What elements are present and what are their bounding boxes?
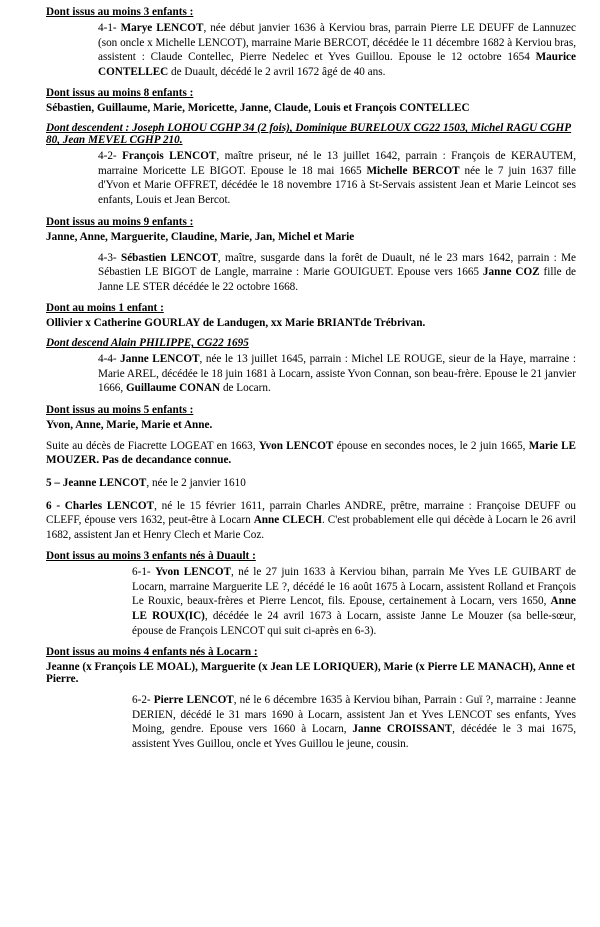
- entry-text: , décédée le 3 mai 1675, assistent Yves Guillou, oncle et Yves Guillou le jeune, cousin.: [132, 723, 576, 750]
- section-heading: Dont issus au moins 5 enfants :: [46, 403, 194, 416]
- person-name: Sébastien LENCOT: [120, 251, 218, 264]
- entry-text: , maître priseur, né le 13 juillet 1642, parrain : François de KERAUTEM, marraine Moricette LE BIGOT. Epouse le 18 mai 1665: [98, 150, 576, 177]
- person-name: François LENCOT: [122, 150, 217, 163]
- genealogy-entry: [132, 565, 576, 638]
- entry-text: 6-1-: [132, 566, 156, 579]
- section-heading: Dont issus au moins 8 enfants :: [46, 87, 194, 100]
- person-name: Pierre LENCOT: [153, 694, 234, 707]
- descendants-note: Dont descendent : Joseph LOHOU CGHP 34 (2 fois), Dominique BURELOUX CG22 1503, Michel RAGU CGHP 80, Jean MEVEL CGHP 210.: [46, 122, 572, 147]
- genealogy-entry: [98, 352, 576, 396]
- entry-text: , né le 6 décembre 1635 à Kerviou bihan, Parrain : Guï ?, marraine : Jeanne DERIEN, décédé le 31 mars 1690 à Locarn, assistent Jan et Yves LENCOT ses enfants, Yves Moing, gendre. Epouse vers 1660 à Locarn,: [132, 694, 576, 736]
- children-name-list: Yvon, Anne, Marie, Marie et Anne.: [46, 418, 213, 431]
- entry-text: , décédée le 24 avril 1673 à Locarn, assiste Janne Le Mouzer (sa belle-sœur, épouse de François LENCOT qui suit ci-après en 6-3).: [132, 609, 576, 637]
- entry-text: 6-2-: [132, 694, 154, 707]
- entry-text: 4-1-: [98, 22, 121, 34]
- entry-text: , née début janvier 1636 à Kerviou bras, parrain Pierre LE DEUFF de Lannuzec (son oncle x Michelle LENCOT), marraine Marie BERCOT, décédée le 11 décembre 1682 à Kerviou bras, assistent : Claude Contellec, Pierre Nedelec et Yves Guillou. Epouse le 12 octobre 1654: [98, 22, 576, 64]
- person-name: 6 - Charles LENCOT: [46, 499, 155, 512]
- children-name-list: Ollivier x Catherine GOURLAY de Landugen, xx Marie BRIANTde Trébrivan.: [46, 317, 426, 330]
- person-name: Yvon LENCOT: [258, 439, 334, 452]
- person-name: Anne LE ROUX(IC): [132, 595, 576, 622]
- genealogy-entry: [46, 499, 576, 543]
- entry-text: Suite au décès de Fiacrette LOGEAT en 1663,: [46, 439, 259, 452]
- person-name: Marye LENCOT: [120, 22, 204, 34]
- person-name: Anne CLECH: [253, 514, 322, 527]
- entry-text: . C'est probablement elle qui décède à Locarn le 26 avril 1682, assistent Jan et Henry Clech et Marie Coz.: [46, 514, 576, 541]
- entry-text: 4-2-: [98, 150, 123, 163]
- descendants-note: Dont descend Alain PHILIPPE, CG22 1695: [46, 337, 249, 350]
- person-name: Yvon LENCOT: [155, 566, 232, 579]
- genealogy-entry: [46, 439, 576, 468]
- person-name: Janne COZ: [482, 266, 540, 279]
- entry-text: de Locarn.: [220, 382, 271, 395]
- entry-text: , née le 13 juillet 1645, parrain : Michel LE ROUGE, sieur de la Haye, marraine : Marie AREL, décédée le 18 juin 1681 à Locarn, assiste Yvon Connan, son beau-frère. Epouse le 21 janvier 1666,: [98, 353, 576, 395]
- section-heading: Dont issus au moins 9 enfants :: [46, 215, 194, 228]
- person-name: Maurice CONTELLEC: [98, 51, 576, 78]
- entry-text: de Duault, décédé le 2 avril 1672 âgé de 40 ans.: [168, 65, 386, 78]
- section-heading: Dont issus au moins 3 enfants :: [46, 6, 194, 18]
- entry-text: fille de Janne LE STER décédée le 22 octobre 1668.: [98, 266, 576, 293]
- entry-text: née le 7 juin 1637 fille d'Yvon et Marie OFFRET, décédée le 18 novembre 1716 à St-Servais assistent Jean et Marie Leincot ses enfants, Louis et Jean Bercot.: [98, 164, 576, 206]
- genealogy-entry: [46, 476, 576, 491]
- children-name-list: Jeanne (x François LE MOAL), Marguerite (x Jean LE LORIQUER), Marie (x Pierre LE MANACH), Anne et Pierre.: [46, 661, 575, 686]
- entry-text: 4-4-: [98, 353, 121, 366]
- person-name: Michelle BERCOT: [366, 164, 460, 177]
- section-heading: Dont issus au moins 4 enfants nés à Locarn :: [46, 646, 258, 659]
- genealogy-entry: [98, 251, 576, 295]
- section-heading: Dont issus au moins 3 enfants nés à Duault :: [46, 550, 256, 563]
- entry-text: , née le 2 janvier 1610: [146, 477, 246, 489]
- genealogy-entry: [98, 21, 576, 79]
- document-body: [46, 6, 576, 751]
- section-heading: Dont au moins 1 enfant :: [46, 302, 164, 315]
- children-name-list: Janne, Anne, Marguerite, Claudine, Marie, Jan, Michel et Marie: [46, 230, 355, 243]
- entry-text: , maître, susgarde dans la forêt de Duault, né le 23 mars 1642, parrain : Me Sébastien LE BIGOT de Langle, marraine : Marie GOUIGUET. Epouse vers 1665: [98, 251, 577, 279]
- entry-text: épouse en secondes noces, le 2 juin 1665,: [333, 439, 529, 452]
- genealogy-entry: [132, 693, 576, 751]
- entry-text: , né le 15 février 1611, parrain Charles ANDRE, prêtre, marraine : Françoise DEUFF ou CLEFF, épouse vers 1632, peut-être à Locarn: [46, 499, 577, 527]
- children-name-list: Sébastien, Guillaume, Marie, Moricette, Janne, Claude, Louis et François CONTELLEC: [46, 102, 470, 115]
- person-name: Guillaume CONAN: [125, 382, 221, 395]
- entry-text: 4-3-: [98, 251, 121, 264]
- entry-text: , né le 27 juin 1633 à Kerviou bihan, parrain Me Yves LE GUIBART de Locarn, marraine Marguerite LE ?, décédé le 16 août 1675 à Locarn, assistent Rolland et François Le Rouxic, beaux-frères et Pierre Lencot, fils. Epouse, certainement à Locarn, vers 1650,: [132, 566, 577, 608]
- genealogy-entry: [98, 149, 576, 207]
- person-name: Janne CROISSANT: [352, 723, 453, 736]
- person-name: Janne LENCOT: [120, 353, 200, 366]
- person-name: 5 – Jeanne LENCOT: [46, 477, 147, 489]
- person-name: Marie LE MOUZER. Pas de decandance connue.: [46, 439, 576, 467]
